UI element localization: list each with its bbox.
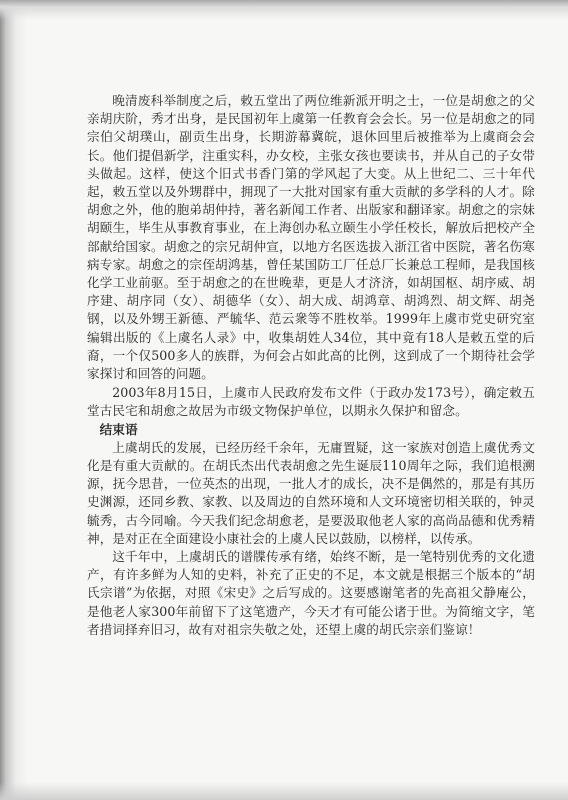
paragraph-closing-genealogy: 这千年中，上虞胡氏的谱牒传承有绪，始终不断，是一笔特别优秀的文化遗产，有许多鲜为人知的史料，补充了正史的不足，本文就是根据三个版本的“胡氏宗谱”为依据，对照《宋史》之后写成的。这要感谢笔者的先高祖父静庵公，是他老人家300年前留下了这笔遗产，今天才有可能公诸于世。为简缩文字，笔者措词择弃旧习，故有对祖宗失敬之处，还望上虞的胡氏宗亲们鉴谅！ [87,549,535,637]
closing-heading: 结束语 [99,421,138,437]
page-shadow-left [0,0,28,800]
page-shadow-top [0,0,568,20]
paragraph-heritage-protection: 2003年8月15日，上虞市人民政府发布文件（于政办发173号），确定敕五堂古民宅和胡愈之故居为市级文物保护单位，以期永久保护和留念。 [87,385,535,419]
paragraph-closing-contribution: 上虞胡氏的发展，已经历经千余年，无庸置疑，这一家族对创造上虞优秀文化是有重大贡献的。在胡氏杰出代表胡愈之先生诞辰110周年之际，我们追根溯源，抚今思昔，一位英杰的出现，一批人才的成长，决不是偶然的，那是有其历史渊源，还同乡教、家教、以及周边的自然环境和人文环境密切相关联的，钟灵毓秀，古今同喻。今天我们纪念胡愈老，是要汲取他老人家的高尚品德和优秀精神，是对正在全面建设小康社会的上虞人民以鼓励，以榜样，以传承。 [87,439,535,546]
page-shadow-bottom [0,782,568,800]
paragraph-reform-talents: 晚清废科举制度之后，敕五堂出了两位维新派开明之士，一位是胡愈之的父亲胡庆阶，秀才出身，是民国初年上虞第一任教育会会长。另一位是胡愈之的同宗伯父胡璞山，副贡生出身，长期游幕冀皖，退休回里后被推举为上虞商会会长。他们提倡新学，注重实科，办女校，主张女孩也要读书，并从自己的子女带头做起。这样，使这个旧式书香门第的学风起了大变。从上世纪二、三十年代起，敕五堂以及外甥群中，拥现了一大批对国家有重大贡献的多学科的人才。除胡愈之外，他的胞弟胡仲持，著名新闻工作者、出版家和翻译家。胡愈之的宗妹胡颐生，毕生从事教育事业，在上海创办私立颐生小学任校长，解放后把校产全部献给国家。胡愈之的宗兄胡仲宣，以地方名医选拔入浙江省中医院，著名伤寒病专家。胡愈之的宗侄胡鸿基，曾任某国防工厂任总厂长兼总工程师，是我国核化学工业前驱。至于胡愈之的在世晚辈，更是人才济济，如胡国枢、胡序威、胡序建、胡序同（女）、胡德华（女）、胡大成、胡鸿章、胡鸿烈、胡文辉、胡尧钢，以及外甥王新德、严毓华、范云衆等不胜枚举。1999年上虞市党史研究室编辑出版的《上虞名人录》中，收集胡姓人34位，其中竟有18人是敕五堂的后裔，一个仅500多人的族群，为何会占如此高的比例，这到成了一个期待社会学家探讨和回答的问题。 [87,93,535,382]
document-body [87,92,535,639]
